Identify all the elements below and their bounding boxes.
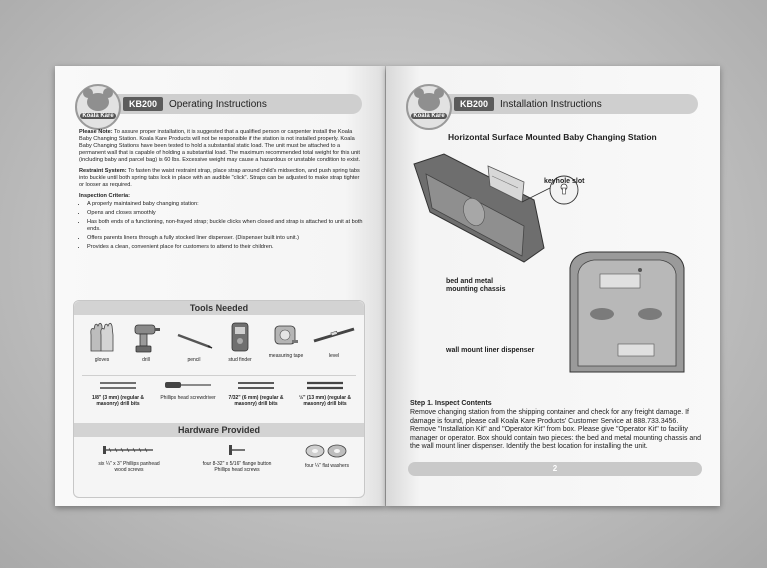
left-page-title: Operating Instructions xyxy=(169,98,267,110)
hardware-wood-screws xyxy=(94,443,164,473)
drill-bit-icon xyxy=(234,379,278,391)
tape-measure-icon xyxy=(272,321,300,349)
tools-hardware-box xyxy=(73,300,365,498)
step-1-text: Remove changing station from the shipping container and check for any freight damage. If damage is found, please call Koala Kare Products' Customer Service at 888.733.3456. Remove "Installation Kit" and "Operator Kit" from box. Please give "Operator Kit" to facility manager or operator. Box should contain two pieces: the bed and metal mounting chassis and the wall mount liner dispenser. Identify the best location for installing the unit. xyxy=(410,409,702,450)
koala-kare-logo xyxy=(75,84,121,130)
note-label: Please Note: xyxy=(79,129,113,135)
hardware-flange-screws xyxy=(194,443,280,473)
inspection-paragraph xyxy=(79,193,363,200)
note-text: To assure proper installation, it is suggested that a qualified person or carpenter install the Koala Baby Changing Station. Koala Kare Products will not be responsible if the station is not installed properly. Koala Baby Changing Stations have been tested to hold a substantial static load. The unit must be attached to a permanent wall that is capable of holding a substantial load. The maximum recommended total weight for this unit (including baby and parcel bag) is 60 lbs. Excessive weight may cause a hazardous or unstable condition to exist. xyxy=(79,129,361,163)
inspection-label: Inspection Criteria: xyxy=(79,193,130,199)
tool-label: level xyxy=(328,353,340,359)
hardware-title: Hardware Provided xyxy=(74,423,364,437)
step-1-title: Step 1. Inspect Contents xyxy=(410,400,492,407)
tools-title: Tools Needed xyxy=(74,301,364,315)
bit-label: Phillips head screwdriver xyxy=(160,395,216,401)
callout-liner-dispenser: wall mount liner dispenser xyxy=(446,347,535,354)
drill-icon xyxy=(131,321,161,353)
left-body-text xyxy=(79,129,363,253)
right-page xyxy=(386,66,720,506)
tool-label: drill xyxy=(142,357,150,363)
list-item: • Opens and closes smoothly xyxy=(87,210,363,217)
callout-bed-chassis: bed and metal mounting chassis xyxy=(446,278,506,293)
bit-label: 7/32" (6 mm) (regular & masonry) drill bits xyxy=(228,395,284,407)
bit-label: ½" (13 mm) (regular & masonry) drill bits xyxy=(298,395,352,407)
tool-label: stud finder xyxy=(228,357,252,363)
koala-kare-logo xyxy=(406,84,452,130)
tool-gloves xyxy=(84,321,120,363)
bit-1-8 xyxy=(88,379,148,407)
left-page xyxy=(55,66,385,506)
koala-icon xyxy=(418,93,440,111)
drill-bit-icon xyxy=(303,379,347,391)
level-icon xyxy=(311,321,357,349)
tool-stud-finder xyxy=(220,321,260,363)
note-paragraph xyxy=(79,129,363,164)
page-number: 2 xyxy=(408,462,702,476)
restraint-text: To fasten the waist restraint strap, place strap around child's midsection, and push spring tabs into buckle until both spring tabs lock in place with an audible "click". Straps can be adjusted to make strap tighter or looser as required. xyxy=(79,168,360,188)
restraint-label: Restraint System: xyxy=(79,168,127,174)
tool-label: measuring tape xyxy=(268,353,304,359)
list-item: • Has both ends of a functioning, non-frayed strap; buckle clicks when closed and strap is attached to unit at both ends. xyxy=(87,219,363,233)
tool-label: gloves xyxy=(94,357,110,363)
bit-7-32 xyxy=(226,379,286,407)
restraint-paragraph xyxy=(79,168,363,189)
pencil-icon xyxy=(174,321,214,353)
bit-1-2 xyxy=(294,379,356,407)
washer-icon xyxy=(303,443,351,459)
figure-title: Horizontal Surface Mounted Baby Changing Station xyxy=(448,132,657,142)
screwdriver-icon xyxy=(163,379,213,391)
logo-text: Koala Kare xyxy=(413,113,445,119)
hardware-washers xyxy=(296,443,358,469)
list-item: • Offers parents liners through a fully stocked liner dispenser. (Dispenser built into unit.) xyxy=(87,235,363,242)
list-item: • A properly maintained baby changing station: xyxy=(87,201,363,208)
flange-screw-icon xyxy=(217,443,257,457)
changing-station-illustration xyxy=(414,154,544,262)
liner-dispenser-illustration xyxy=(570,252,684,372)
screwdriver xyxy=(158,379,218,401)
hardware-label: four ¼" flat washers xyxy=(304,463,350,469)
logo-text: Koala Kare xyxy=(82,113,114,119)
tool-pencil xyxy=(172,321,216,363)
callout-keyhole-slot: keyhole slot xyxy=(544,178,585,185)
list-item: • Provides a clean, convenient place for customers to attend to their children. xyxy=(87,244,363,251)
tool-measuring-tape xyxy=(266,321,306,359)
right-page-title: Installation Instructions xyxy=(500,98,602,110)
gloves-icon xyxy=(87,321,117,353)
inspection-list xyxy=(79,201,363,251)
drill-bit-icon xyxy=(96,379,140,391)
left-model-tag: KB200 xyxy=(123,97,163,111)
right-model-tag: KB200 xyxy=(454,97,494,111)
hardware-label: four 8-32" x 5/16" flange button Phillips head screws xyxy=(202,461,272,473)
divider xyxy=(82,375,356,376)
hardware-label: six ¼" x 3" Phillips panhead wood screws xyxy=(98,461,160,473)
bit-label: 1/8" (3 mm) (regular & masonry) drill bits xyxy=(91,395,145,407)
koala-icon xyxy=(87,93,109,111)
tool-label: pencil xyxy=(187,357,201,363)
wood-screw-icon xyxy=(101,443,157,457)
tool-drill xyxy=(128,321,164,363)
installation-illustration xyxy=(404,152,704,392)
stud-finder-icon xyxy=(228,321,252,353)
tool-level xyxy=(310,321,358,359)
